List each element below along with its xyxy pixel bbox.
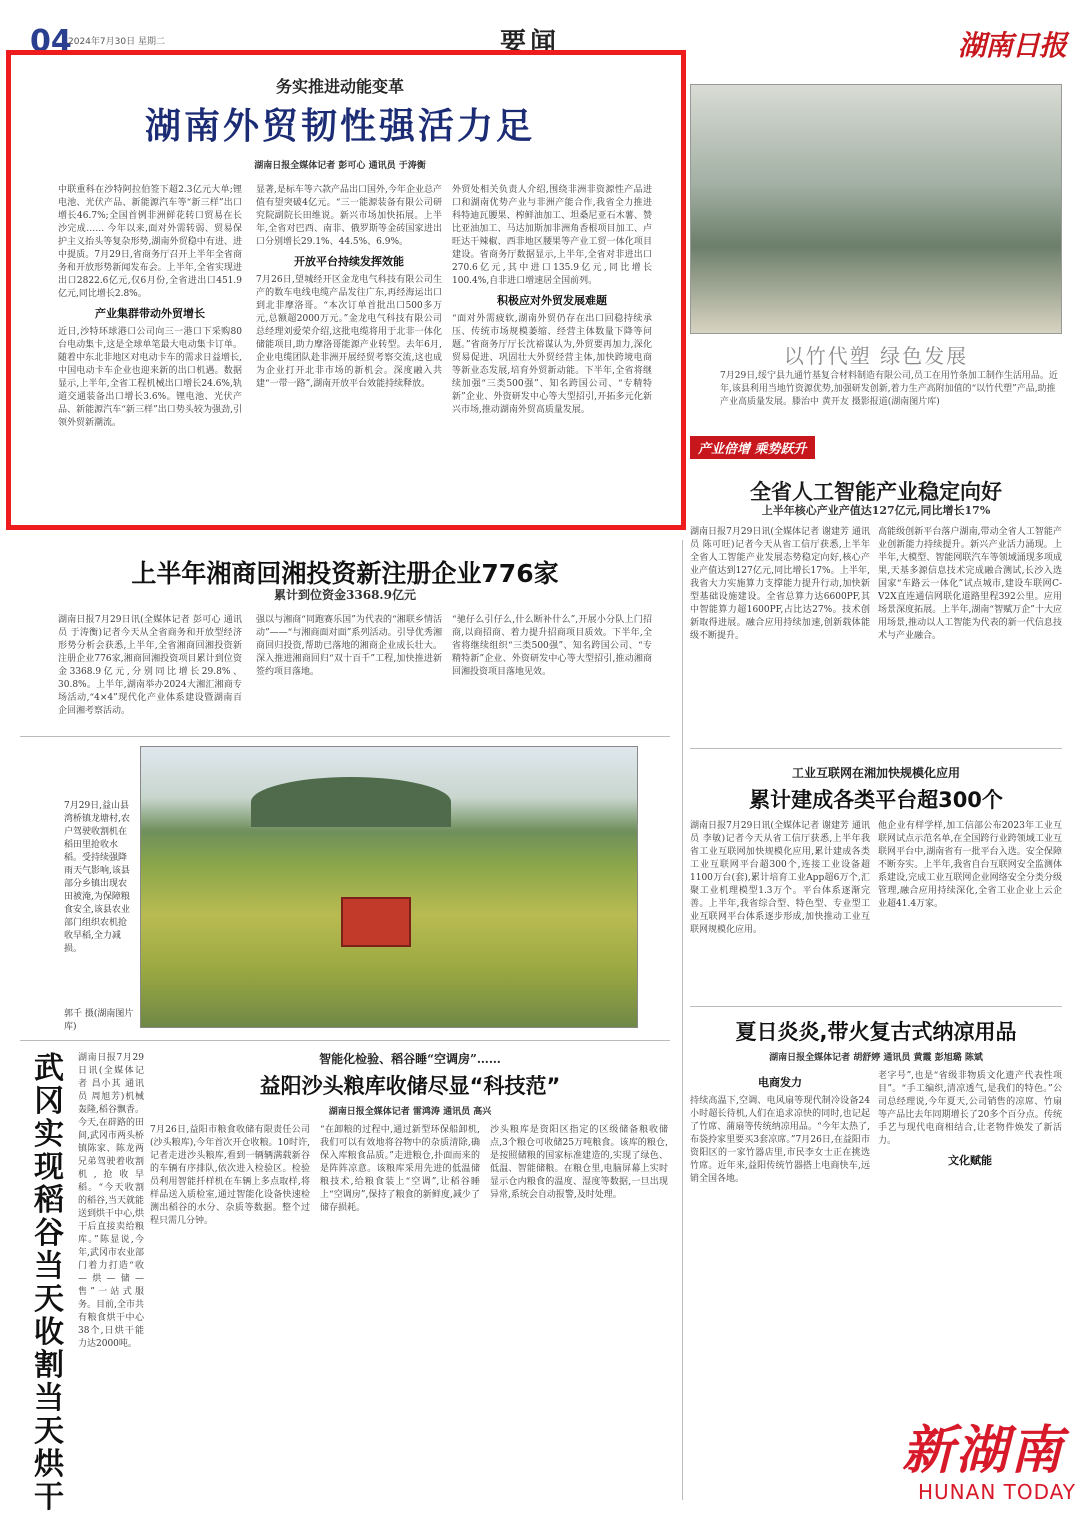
trade-article-column-2: [256, 184, 442, 514]
issue-date: 2024年7月30日 星期二: [68, 37, 165, 47]
section-title: 要闻: [500, 28, 561, 58]
newspaper-masthead: 湖南日报: [958, 29, 1067, 62]
trade-subhead-2: 开放平台持续发挥效能: [294, 255, 404, 268]
grain-article-byline: 湖南日报全媒体记者 雷鸿涛 通讯员 高兴: [328, 1107, 492, 1117]
invest-article-column-3: “驰仔么引仔么,什么断补什么”,开展小分队上门招商,以商招商、着力提升招商项目质效。下半年,全省将继续组织“三类500强”、知名跨国公司、“专精特新”企业、外资研发中心等大型招引,推动湘商回湘投资项目落地见效。: [452, 615, 652, 677]
invest-article-subtitle: 累计到位资金3368.9亿元: [274, 588, 416, 602]
invest-article-headline[interactable]: 上半年湘商回湘投资新注册企业776家: [131, 559, 559, 588]
invest-article-column-2: 强以与湘商“同跑赛乐国”为代表的“湘联乡情活动”——“与湘商面对面”系列活动。引导优秀湘商回归投资,帮助已落地的湘商企业成长壮大。深入推进湘商回归“双十百千”工程,加快推进新签约项目落地。: [256, 615, 442, 677]
trade-paragraph: 中联重科在沙特阿拉伯签下超2.3亿元大单;锂电池、光伏产品、新能源汽车等“新三样”出口增长46.7%;全国首例非洲鲜花转口贸易在长沙完成…… 今年以来,面对外需转弱、贸易保护主义抬头等复杂形势,湖南外贸稳中有进、进中提质。7月29日,省商务厅召开上半年全省商务和开放形势新闻发布会。上半年,全省实现进出口2822.6亿元,仅6月份,全省进出口451.9亿元,同比增长2.8%。: [58, 185, 242, 299]
mountain-shape: [251, 777, 451, 827]
harvester-shape: [341, 897, 411, 947]
grain-article-column-2: “在卸粮的过程中,通过新型环保船卸机,我们可以有效地将谷物中的杂质清除,确保入库粮食品质。”走进粮仓,扑面而来的是阵阵凉意。该粮库采用先进的低温储粮技术,给粮食装上“空调”,让稻谷睡上“空调房”,保持了粮食的新鲜度,减少了储存损耗。: [320, 1125, 480, 1213]
summer-paragraph: 持续高温下,空调、电风扇等现代制冷设备24小时超长待机,人们在追求凉快的同时,也记起了竹席、蒲扇等传统纳凉用品。“今年太热了,布袋拎家里要买3套凉席。”7月26日,在益阳市资阳区的一家竹器店里,市民李女士正在挑选竹席。近年来,益阳传统竹器搭上电商快车,远销全国各地。: [690, 1096, 870, 1184]
iot-article-headline[interactable]: 累计建成各类平台超300个: [749, 788, 1003, 812]
trade-subhead-3: 积极应对外贸发展难题: [497, 294, 607, 307]
trade-paragraph: 外贸处相关负责人介绍,围绕非洲非资源性产品进口和湖南优势产业与非洲产能合作,我省全力推进科特迪瓦腰果、榨鲜油加工、坦桑尼亚石木薯、赞比亚油加工、马达加斯加非洲角香根项目加工、卢旺达干辣椒、西非地区腰果等产业工贸一体化项目建设。省商务厅数据显示,上半年,全省对非进出口270.6亿元,其中进口135.9亿元,同比增长100.4%,自非进口增速居全国前列。: [452, 185, 652, 286]
ai-article-column-2: 高能级创新平台落户湖南,带动全省人工智能产业创新能力持续提升。新兴产业活力涌现。上半年,大模型、智能网联汽车等领域涌现多项成果,天基多源信息技术完成融合测试,长沙入选国家“车路云一体化”试点城市,建设车联网C-V2X直连通信网联化道路里程392公里。应用场景深度拓展。上半年,湖南“智赋万企”十大应用场景,推动以人工智能为代表的新一代信息技术与产业融合。: [878, 527, 1062, 641]
invest-article-column-1: 湖南日报7月29日讯(全媒体记者 彭可心 通讯员 于涛衡)记者今天从全省商务和开放型经济形势分析会获悉,上半年,全省湘商回湘投资新注册企业776家,湘商回湘投资项目累计到位资金3368.9亿元,分别同比增长29.8%、30.8%。上半年,湖南举办2024大湘汇湘商专场活动,“4×4”现代化产业体系建设暨湖南百企回湘考察活动。: [58, 615, 242, 716]
trade-paragraph: 近日,沙特环球港口公司向三一港口下采购80台电动集卡,这是全球单笔最大电动集卡订单。随着中东北非地区对电动卡车的需求日益增长,中国电动卡车企业也迎来新的出口机遇。数据显示,上半年,全省工程机械出口增长24.6%,轨道交通装备出口增长3.6%。锂电池、光伏产品、新能源汽车“新三样”出口势头较为强劲,引领外贸新潮流。: [58, 327, 242, 428]
grain-article-kicker: 智能化检验、稻谷睡“空调房”……: [319, 1052, 501, 1066]
trade-article-column-3: [452, 184, 652, 514]
trade-paragraph: 显著,是标车等六款产品出口国外,今年企业总产值有望突破4亿元。“三一能源装备有限公司研究院副院长田维说。新兴市场加快拓展。上半年,全省对巴西、南非、俄罗斯等金砖国家进出口分别增长29.1%、44.5%、6.9%。: [256, 185, 442, 247]
ai-article-headline[interactable]: 全省人工智能产业稳定向好: [750, 480, 1002, 504]
wugang-article-column: 湖南日报7月29日讯(全媒体记者 昌小其 通讯员 周旭芳)机械轰隆,稻谷飘香。今天,在辟路的田间,武冈市两头桥镇陈家、陈龙两兄弟驾驶着收割机,抢收早稻。“今天收割的稻谷,当天就能送到烘干中心,烘干后直接卖给粮库。”陈显说,今年,武冈市农业部门着力打造“收—烘—储—售”一站式服务。目前,全市共有粮食烘干中心38个,日烘干能力达2000吨。: [78, 1053, 144, 1349]
summer-article-column-1: [690, 1070, 870, 1400]
summer-subhead-1: 电商发力: [758, 1076, 802, 1089]
section-divider: [690, 1006, 1062, 1007]
iot-article-column-2: 他企业有样学样,加工信部公布2023年工业互联网试点示范名单,在全国跨行业跨领域工业互联网平台中,湖南省有一批平台入选。安全保障不断夯实。上半年,我省自台互联网安全监测体系建设,完成工业互联网企业网络安全分类分级管理,融合应用持续深化,全省工业企业上云企业超41.4万家。: [878, 821, 1062, 909]
harvest-photo-caption: 7月29日,益山县湾桥镇龙塘村,农户驾驶收割机在稻田里抢收水稻。受持续强降雨天气影响,该县部分乡镇出现农田被淹,为保障粮食安全,该县农业部门组织农机抢收早稻,全力减损。: [64, 801, 130, 954]
trade-article-byline: 湖南日报全媒体记者 彭可心 通讯员 于涛衡: [254, 161, 426, 171]
trade-article-column-1: [58, 184, 242, 514]
ai-article-column-1: 湖南日报7月29日讯(全媒体记者 谢建芳 通讯员 陈可旺)记者今天从省工信厅获悉,上半年全省人工智能产业发展态势稳定向好,核心产业产值达到127亿元,同比增长17%。上半年,我省大力实施算力支撑能力提升行动,加快新型基础设施建设。全省总算力达6600PF,其中智能算力超1600PF,占比达27%。技术创新取得进展。融合应用持续加速,创新载体能级不断提升。: [690, 527, 870, 641]
column-divider: [682, 540, 683, 1500]
wugang-article-headline[interactable]: 武冈实现稻谷当天收割当天烘干: [34, 1051, 64, 1515]
summer-article-column-2: [878, 1070, 1062, 1400]
bamboo-factory-photo: [690, 84, 1062, 334]
bamboo-photo-caption: 7月29日,绥宁县九通竹基复合材料制造有限公司,员工在用竹条加工制作生活用品。近年,该县利用当地竹资源优势,加强研发创新,着力生产高附加值的“以竹代塑”产品,助推产业高质量发展。滕治中 黄开友 摄影报道(湖南图片库): [720, 371, 1058, 407]
trade-article-kicker: 务实推进动能变革: [275, 77, 404, 96]
grain-article-headline[interactable]: 益阳沙头粮库收储尽显“科技范”: [259, 1074, 561, 1098]
section-divider: [20, 1040, 670, 1041]
summer-article-byline: 湖南日报全媒体记者 胡舒婷 通讯员 黄霞 彭旭璐 陈斌: [769, 1053, 983, 1063]
summer-paragraph: 老字号”,也是“省级非物质文化遗产代表性项目”。“手工编织,清凉透气,是我们的特色。”公司总经理说,今年夏天,公司销售的凉席、竹扇等产品比去年同期增长了20多个百分点。传统手艺与现代电商相结合,让老物件焕发了新活力。: [878, 1071, 1062, 1146]
ai-article-subtitle: 上半年核心产业产值达127亿元,同比增长17%: [761, 504, 991, 517]
ai-article-tag: 产业倍增 乘势跃升: [690, 436, 815, 459]
grain-article-column-3: 沙头粮库是资阳区指定的区级储备粮收储点,3个粮仓可收储25万吨粮食。该库的粮仓,是按照储粮的国家标准建造的,实现了绿色、低温、智能储粮。在粮仓里,电脑屏幕上实时显示仓内粮食的温度、湿度等数据,一旦出现异常,系统会自动报警,及时处理。: [490, 1125, 668, 1200]
trade-subhead-1: 产业集群带动外贸增长: [95, 307, 205, 320]
summer-subhead-2: 文化赋能: [948, 1154, 992, 1167]
trade-paragraph: “面对外需疲软,湖南外贸仍存在出口回稳持续承压、传统市场规模萎缩、经营主体数量下降等问题。”省商务厅厅长沈裕谋认为,外贸要再加力,深化贸易促进、巩固壮大外贸经营主体,加快跨境电商等新业态发展,培育外贸新动能。下半年,全省将继续加强“三类500强”、知名跨国公司、“专精特新”企业、外资研发中心等大型招引,开拓多元化新兴市场,推动湖南外贸高质量发展。: [452, 314, 652, 415]
section-divider: [690, 748, 1062, 749]
trade-paragraph: 7月26日,望城经开区金龙电气科技有限公司生产的数车电线电缆产品发往广东,再经海运出口到北非摩洛哥。“本次订单首批出口500多万元,总额超2000万元。”金龙电气科技有限公司总经理刘爱荣介绍,这批电缆将用于北非一体化储能项目,助力摩洛哥能源产业转型。去年6月,企业电缆团队赴非洲开展经贸考察交流,这也成为企业打开北非市场的新机会。深度融入共建“一带一路”,湖南开放平台效能持续释放。: [256, 275, 442, 389]
section-divider: [20, 736, 670, 737]
page-header: [0, 0, 1080, 62]
rice-harvest-photo: [140, 746, 638, 1028]
grain-article-column-1: 7月26日,益阳市粮食收储有限责任公司(沙头粮库),今年首次开仓收粮。10时许,记者走进沙头粮库,看到一辆辆满载新谷的车辆有序排队,依次进入检验区。检验员利用智能扦样机在车辆上多点取样,将样品送入质检室,通过智能化设备快速检测出稻谷的水分、杂质等数据。整个过程只需几分钟。: [150, 1125, 310, 1226]
watermark-logo: 新湖南: [902, 1420, 1065, 1481]
harvest-photo-credit: 郭千 摄(湖南图片库): [64, 1009, 134, 1032]
iot-article-column-1: 湖南日报7月29日讯(全媒体记者 谢建芳 通讯员 李敏)记者今天从省工信厅获悉,上半年我省工业互联网加快规模化应用,累计建成各类工业互联网平台超300个,连接工业设备超1100万台(套),累计培育工业App超6万个,汇聚工业机理模型1.3万个。平台体系逐渐完善。上半年,我省综合型、特色型、专业型工业互联网平台体系逐步形成,加快推动工业互联网规模化应用。: [690, 821, 870, 935]
bamboo-photo-title: 以竹代塑 绿色发展: [783, 344, 969, 368]
trade-article-headline[interactable]: 湖南外贸韧性强活力足: [144, 106, 535, 147]
iot-article-kicker: 工业互联网在湘加快规模化应用: [791, 766, 960, 780]
page-number: 04: [30, 24, 72, 59]
summer-article-headline[interactable]: 夏日炎炎,带火复古式纳凉用品: [735, 1020, 1017, 1044]
watermark-text: HUNAN TODAY: [918, 1480, 1076, 1504]
